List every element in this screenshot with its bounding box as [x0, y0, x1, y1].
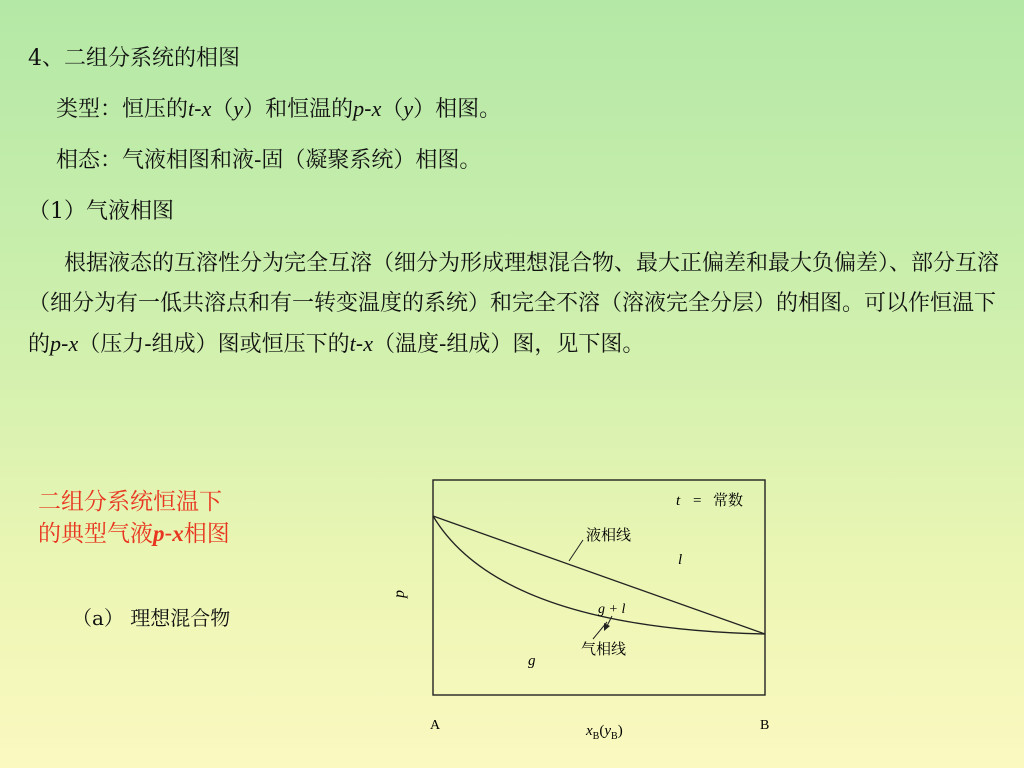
vapor-line-label: 气相线: [581, 642, 627, 658]
dash: -: [364, 97, 372, 122]
symbol-x: x: [371, 96, 382, 121]
symbol-y: y: [403, 96, 414, 121]
symbol-p: p: [353, 96, 365, 121]
symbol-t: t: [349, 331, 356, 356]
region-g-label: g: [528, 653, 536, 669]
dash: -: [194, 97, 202, 122]
paren-close: ）: [413, 97, 436, 122]
liquid-pointer: [569, 540, 583, 561]
t-symbol: t: [676, 493, 681, 509]
paragraph-part1: 根据液态的互溶性分为完全互溶（细分为形成理想混合物、最大正偏差和最大负偏差）、部分互溶（细分为有一低共溶点和有一转变温度的系统）和完全不溶（溶液完全分层）的相图。可以作恒温下的: [28, 251, 1000, 357]
caption-suffix: 相图: [183, 521, 230, 547]
subscript-b: B: [592, 731, 600, 742]
section-heading: 4、二组分系统的相图: [28, 46, 240, 71]
plot-frame: [433, 480, 765, 695]
subsection-title: （1）气液相图: [28, 199, 174, 224]
diagram-subcaption: （a） 理想混合物: [72, 606, 231, 630]
dash: -: [61, 332, 69, 357]
caption-prefix: 的典型气液: [38, 521, 153, 547]
arrow-head: [604, 623, 610, 631]
liquid-line-label: 液相线: [586, 528, 632, 544]
region-l-label: l: [678, 552, 683, 568]
caption-line1: 二组分系统恒温下: [38, 489, 222, 515]
phases-line: 相态：气液相图和液-固（凝聚系统）相图。: [56, 148, 482, 173]
symbol-x: x: [586, 723, 593, 739]
symbol-x: x: [68, 331, 79, 356]
two-phase-label: g + l: [598, 602, 626, 617]
symbol-p: p: [50, 331, 62, 356]
symbol-x: x: [172, 521, 184, 546]
equals-sign: =: [693, 493, 702, 509]
x-axis-label: [585, 723, 623, 742]
symbol-y: y: [233, 96, 244, 121]
types-suffix: 相图。: [435, 97, 502, 122]
subscript-b: B: [611, 731, 618, 742]
dash: -: [164, 521, 173, 547]
dash: -: [355, 332, 364, 357]
symbol-p: p: [153, 521, 165, 546]
y-axis-label: p: [391, 590, 408, 598]
paren-open: (: [599, 723, 605, 739]
paren-close: ）: [243, 97, 266, 122]
symbol-y: y: [604, 723, 612, 739]
x-axis-right-label: B: [760, 718, 770, 733]
symbol-x: x: [201, 96, 212, 121]
symbol-t: t: [188, 96, 195, 121]
constant-label: 常数: [713, 493, 744, 509]
paren-open: （: [381, 97, 404, 122]
paragraph-part2: （压力-组成）图或恒压下的: [78, 332, 350, 357]
x-axis-left-label: A: [430, 718, 441, 733]
types-prefix: 类型：恒压的: [56, 97, 189, 122]
paren-close: ): [617, 723, 623, 739]
types-mid: 和恒温的: [265, 97, 354, 122]
paragraph-part3: （温度-组成）图，见下图。: [372, 332, 645, 357]
symbol-x: x: [363, 331, 373, 356]
paren-open: （: [211, 97, 234, 122]
